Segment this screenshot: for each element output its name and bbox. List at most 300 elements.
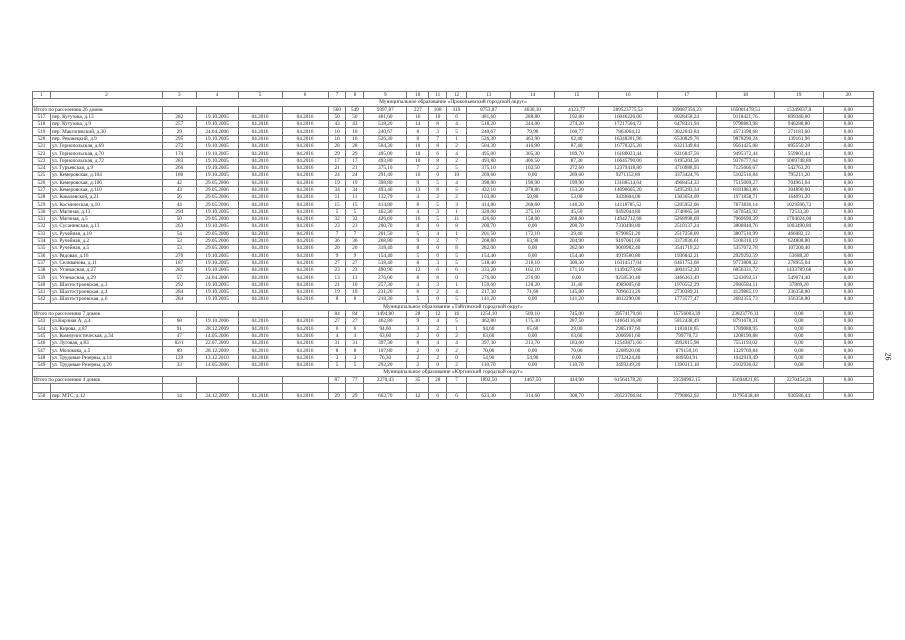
table-cell: пер. Макгопевский, д.30: [50, 128, 162, 135]
table-cell: 0,00: [823, 259, 874, 266]
table-cell: ул. Ручейная, д.5: [50, 245, 162, 252]
table-cell: 14118785,52: [599, 201, 658, 208]
table-cell: 04.2016: [238, 208, 282, 215]
spacer-cell: [511, 383, 555, 392]
table-cell: 0,00: [823, 281, 874, 288]
table-row: [33, 194, 874, 201]
table-cell: 199,90: [555, 179, 599, 186]
table-cell: 272,60: [555, 164, 599, 171]
table-cell: 04.2016: [238, 121, 282, 128]
total-cell: 1467,50: [511, 376, 555, 383]
table-cell: 8: [328, 296, 346, 303]
table-cell: 24.12.2009: [196, 392, 238, 399]
total-cell: [238, 106, 282, 113]
table-cell: 154,40: [555, 252, 599, 259]
table-cell: 29.05.2006: [196, 237, 238, 244]
total-cell: [282, 310, 328, 317]
table-cell: 217,30: [467, 289, 511, 296]
table-cell: 13: [407, 186, 429, 193]
table-cell: 0,00: [823, 135, 874, 142]
table-cell: 4004152,20: [657, 267, 716, 274]
table-cell: 04.2016: [282, 172, 328, 179]
table-cell: 4989005,60: [599, 281, 658, 288]
table-cell: 29.05.2006: [196, 179, 238, 186]
table-cell: 535: [33, 245, 51, 252]
table-cell: 8: [407, 135, 429, 142]
table-row: [33, 259, 874, 266]
table-cell: 04.2016: [282, 296, 328, 303]
table-cell: 8: [447, 223, 467, 230]
table-row: [33, 392, 874, 399]
table-cell: 0,00: [823, 143, 874, 150]
table-cell: 201,50: [364, 230, 407, 237]
table-cell: 284: [163, 296, 197, 303]
table-cell: 5: [429, 201, 447, 208]
table-cell: 04.2016: [282, 245, 328, 252]
table-row: [33, 113, 874, 120]
column-number: 15: [555, 92, 599, 99]
total-cell: 15756003,39: [657, 310, 716, 317]
table-cell: 1970552,29: [657, 281, 716, 288]
table-cell: ул. Кемеровская, д.104: [50, 172, 162, 179]
table-cell: 3807510,99: [716, 230, 775, 237]
table-cell: 0,00: [823, 223, 874, 230]
table-cell: 27: [328, 318, 346, 325]
table-cell: 5: [407, 252, 429, 259]
table-row: [33, 201, 874, 208]
total-cell: 35: [407, 376, 429, 383]
table-cell: 04.2016: [238, 194, 282, 201]
table-cell: 2: [447, 194, 467, 201]
table-cell: 495,00: [364, 150, 407, 157]
table-cell: 89: [163, 347, 197, 354]
table-cell: 15: [346, 201, 364, 208]
total-cell: 15349037,0: [775, 106, 823, 113]
table-cell: 2: [407, 354, 429, 361]
table-cell: 282,00: [555, 245, 599, 252]
table-cell: 9376777,64: [716, 157, 775, 164]
table-cell: 1789088,95: [716, 325, 775, 332]
table-cell: 6461753,68: [657, 259, 716, 266]
table-row: [33, 186, 874, 193]
table-cell: 154,40: [467, 252, 511, 259]
table-cell: 204,90: [555, 237, 599, 244]
table-cell: 213,70: [511, 340, 555, 347]
table-cell: 528: [33, 194, 51, 201]
table-cell: 244,00: [511, 121, 555, 128]
table-cell: 20: [328, 245, 346, 252]
table-cell: 04.2016: [282, 143, 328, 150]
table-cell: 2: [429, 194, 447, 201]
column-number: 4: [196, 92, 238, 99]
table-row: [33, 347, 874, 354]
table-cell: 278955,04: [775, 259, 823, 266]
table-cell: ул. Кирова, д.87: [50, 325, 162, 332]
table-cell: 398,80: [467, 179, 511, 186]
table-cell: 04.2016: [238, 274, 282, 281]
table-cell: 0: [429, 296, 447, 303]
table-cell: 0,00: [823, 201, 874, 208]
table-cell: 29.05.2006: [196, 201, 238, 208]
table-cell: 04.2016: [238, 201, 282, 208]
table-cell: 9798883,98: [716, 121, 775, 128]
table-cell: 8791678,31: [716, 318, 775, 325]
table-cell: 6195204,56: [657, 157, 716, 164]
table-cell: 538: [33, 267, 51, 274]
table-cell: 5: [447, 164, 467, 171]
table-cell: 2510137,24: [657, 223, 716, 230]
total-cell: [282, 106, 328, 113]
table-cell: 268,80: [364, 237, 407, 244]
housing-resettlement-table: [32, 91, 874, 400]
table-row: [33, 150, 874, 157]
table-cell: 04.2016: [238, 392, 282, 399]
table-cell: 29: [346, 150, 364, 157]
table-cell: 10: [407, 172, 429, 179]
table-cell: 57: [163, 274, 197, 281]
table-cell: 19.10.2005: [196, 121, 238, 128]
table-cell: 5243092,51: [716, 274, 775, 281]
table-cell: 10: [429, 113, 447, 120]
table-cell: 153,20: [555, 186, 599, 193]
table-cell: 520: [33, 135, 51, 142]
section-title-row: [33, 369, 874, 376]
table-cell: 879150,16: [657, 347, 716, 354]
table-cell: 481,60: [364, 113, 407, 120]
table-cell: 16180023,44: [599, 150, 658, 157]
table-cell: 7873836,14: [716, 201, 775, 208]
table-cell: 0,00: [823, 340, 874, 347]
table-cell: 518,40: [467, 259, 511, 266]
table-cell: 19.10.2005: [196, 259, 238, 266]
table-cell: 19.10.2005: [196, 164, 238, 171]
table-cell: 3439604,00: [599, 194, 658, 201]
table-cell: 524: [33, 164, 51, 171]
table-cell: 162,10: [511, 267, 555, 274]
table-cell: 236358,80: [775, 289, 823, 296]
table-cell: 16: [328, 135, 346, 142]
table-cell: 4: [407, 281, 429, 288]
table-cell: 19.10.2005: [196, 157, 238, 164]
table-cell: 4919580,80: [599, 252, 658, 259]
table-cell: 526,30: [364, 135, 407, 142]
table-cell: 4: [447, 121, 467, 128]
total-cell: 23598902,15: [657, 376, 716, 383]
table-cell: 5357072,78: [716, 245, 775, 252]
table-cell: ул. Коммунистическая, д.34: [50, 332, 162, 339]
table-cell: 6: [447, 267, 467, 274]
table-cell: 6321349,84: [657, 143, 716, 150]
table-cell: пер. МТС, д.12: [50, 392, 162, 399]
table-cell: 416,90: [511, 143, 555, 150]
table-cell: 19: [328, 179, 346, 186]
column-number: 2: [50, 92, 162, 99]
spacer-cell: [282, 383, 328, 392]
table-row: [33, 332, 874, 339]
table-cell: 43: [346, 121, 364, 128]
section-title: Муниципальное образование «Юргинский городской округ»: [33, 369, 874, 376]
table-cell: 2730389,21: [657, 289, 716, 296]
table-cell: 3748665,58: [657, 208, 716, 215]
table-cell: 23: [346, 267, 364, 274]
table-cell: 1069748,80: [775, 157, 823, 164]
table-cell: 0,00: [823, 128, 874, 135]
table-cell: 300,30: [555, 259, 599, 266]
table-cell: 04.2016: [238, 347, 282, 354]
table-cell: 519: [33, 128, 51, 135]
table-cell: 930586,44: [775, 392, 823, 399]
table-row: [33, 281, 874, 288]
table-cell: 0: [429, 252, 447, 259]
table-cell: 0,00: [823, 296, 874, 303]
table-cell: 504,30: [467, 143, 511, 150]
table-cell: 6: [429, 150, 447, 157]
table-cell: 22.07.2009: [196, 340, 238, 347]
table-cell: 04.2016: [238, 237, 282, 244]
table-cell: 0,00: [823, 121, 874, 128]
table-cell: ул. Углекосная, д.29: [50, 274, 162, 281]
table-cell: 11494273,60: [599, 267, 658, 274]
table-cell: 14096605,20: [599, 186, 658, 193]
table-cell: 504,30: [364, 143, 407, 150]
table-cell: 522: [33, 150, 51, 157]
table-cell: 54: [163, 230, 197, 237]
table-cell: ул. Гурьевская, д.9: [50, 164, 162, 171]
table-cell: 9: [346, 252, 364, 259]
table-cell: 10: [328, 128, 346, 135]
table-cell: 543: [33, 318, 51, 325]
table-cell: 8: [429, 143, 447, 150]
table-cell: 16645790,00: [599, 157, 658, 164]
table-cell: 3541719,22: [657, 245, 716, 252]
table-cell: 3: [429, 128, 447, 135]
table-cell: 04.2016: [282, 354, 328, 361]
column-number: 14: [511, 92, 555, 99]
table-cell: 04.2016: [238, 230, 282, 237]
table-cell: 1183018,65: [657, 325, 716, 332]
table-cell: 27: [346, 259, 364, 266]
table-cell: 171,10: [555, 267, 599, 274]
table-cell: 4: [429, 340, 447, 347]
total-cell: 0,00: [823, 376, 874, 383]
table-cell: 5: [447, 186, 467, 193]
table-cell: ул. Трудовые Резервы, д.14: [50, 354, 162, 361]
total-cell: 35694821,85: [716, 376, 775, 383]
table-cell: 132,79: [364, 194, 407, 201]
total-cell: 2270454,20: [775, 376, 823, 383]
table-cell: ул. Горнопольская, д.72: [50, 157, 162, 164]
total-cell: 119: [447, 106, 467, 113]
table-cell: 7: [447, 237, 467, 244]
total-cell: 549: [346, 106, 364, 113]
table-cell: 1303654,09: [657, 194, 716, 201]
table-cell: 0,00: [823, 237, 874, 244]
table-cell: ул. Шахтостроевская, д.6: [50, 296, 162, 303]
table-cell: 282: [163, 113, 197, 120]
spacer-cell: [163, 383, 197, 392]
table-cell: 5: [429, 216, 447, 223]
table-cell: 53688,20: [775, 252, 823, 259]
table-cell: 13: [346, 274, 364, 281]
table-cell: 29: [328, 392, 346, 399]
total-cell: 2270,43: [364, 376, 407, 383]
table-cell: 4571398,68: [716, 128, 775, 135]
table-cell: 1390313,18: [657, 361, 716, 368]
table-cell: 32: [328, 216, 346, 223]
spacer-cell: [447, 383, 467, 392]
table-cell: 31,40: [555, 281, 599, 288]
table-cell: 04.2016: [238, 172, 282, 179]
table-cell: 291,40: [364, 172, 407, 179]
table-cell: 0,00: [823, 318, 874, 325]
table-cell: 462,80: [467, 318, 511, 325]
table-cell: 23: [328, 267, 346, 274]
column-number: 11: [429, 92, 447, 99]
total-cell: [163, 106, 197, 113]
table-cell: 110,70: [555, 361, 599, 368]
table-cell: 36: [328, 237, 346, 244]
table-cell: 2: [429, 289, 447, 296]
table-cell: 544: [33, 325, 51, 332]
table-cell: 200,70: [467, 223, 511, 230]
table-cell: 50: [346, 113, 364, 120]
table-cell: 7515009,27: [716, 179, 775, 186]
spacer-cell: [196, 383, 238, 392]
table-cell: 0: [429, 347, 447, 354]
table-cell: 4710988,93: [657, 164, 716, 171]
total-cell: 4630,10: [511, 106, 555, 113]
table-cell: 04.2016: [238, 157, 282, 164]
table-cell: 3: [346, 354, 364, 361]
table-cell: 76,30: [364, 354, 407, 361]
spacer-cell: [823, 383, 874, 392]
table-cell: 0,00: [823, 392, 874, 399]
table-cell: 533: [33, 230, 51, 237]
table-row: [33, 157, 874, 164]
table-cell: 539: [33, 274, 51, 281]
table-cell: ул.Кирзная А, д.4: [50, 318, 162, 325]
table-cell: 333,20: [467, 267, 511, 274]
table-cell: 0: [447, 354, 467, 361]
table-cell: 70,00: [467, 347, 511, 354]
table-cell: 04.2016: [282, 267, 328, 274]
table-cell: 462,80: [364, 318, 407, 325]
total-cell: 1892,50: [467, 376, 511, 383]
table-cell: 4: [407, 194, 429, 201]
table-cell: 103,80: [467, 194, 511, 201]
table-cell: 2208920,00: [599, 347, 658, 354]
table-cell: 285: [163, 267, 197, 274]
column-number: 7: [328, 92, 346, 99]
table-cell: 375,10: [364, 164, 407, 171]
table-cell: 3: [429, 208, 447, 215]
table-cell: 45,50: [555, 208, 599, 215]
table-cell: 0,00: [823, 361, 874, 368]
total-cell: [163, 376, 197, 383]
total-cell: [196, 106, 238, 113]
table-cell: 10: [346, 128, 364, 135]
table-cell: 940288,80: [775, 121, 823, 128]
table-cell: 3466363,49: [657, 274, 716, 281]
table-cell: 12543871,60: [599, 340, 658, 347]
table-cell: 0,00: [511, 361, 555, 368]
table-cell: 493,80: [467, 157, 511, 164]
table-cell: 0,00: [823, 230, 874, 237]
table-cell: 04.2016: [282, 164, 328, 171]
table-row: [33, 121, 874, 128]
table-row: [33, 128, 874, 135]
table-cell: 19.10.2005: [196, 143, 238, 150]
table-cell: 530: [33, 208, 51, 215]
table-cell: 795211,20: [775, 172, 823, 179]
table-cell: 04.2016: [282, 113, 328, 120]
table-cell: 94,60: [364, 325, 407, 332]
table-cell: 704961,04: [775, 179, 823, 186]
table-cell: 29: [328, 150, 346, 157]
table-cell: 2: [429, 354, 447, 361]
table-cell: 624808,80: [775, 237, 823, 244]
table-cell: 3373936,61: [657, 237, 716, 244]
table-cell: 5205952,66: [657, 201, 716, 208]
table-cell: 10: [407, 143, 429, 150]
table-cell: 65,60: [511, 325, 555, 332]
table-cell: 0,00: [511, 223, 555, 230]
table-cell: 8: [328, 347, 346, 354]
table-cell: 8: [407, 259, 429, 266]
table-cell: 2006961,60: [599, 332, 658, 339]
table-cell: 271183,60: [775, 128, 823, 135]
table-cell: 2: [407, 347, 429, 354]
table-cell: 0,00: [823, 150, 874, 157]
page-number: 26: [883, 352, 893, 361]
table-cell: 1971858,71: [716, 194, 775, 201]
table-cell: 6216847,56: [657, 150, 716, 157]
table-cell: 04.2016: [282, 252, 328, 259]
table-cell: ул. Сусанинская, д.13: [50, 223, 162, 230]
table-cell: 537: [33, 259, 51, 266]
table-cell: 623,30: [467, 392, 511, 399]
table-cell: 43: [328, 121, 346, 128]
table-cell: 19.10.2005: [196, 113, 238, 120]
table-cell: 8: [407, 201, 429, 208]
table-cell: 5: [447, 318, 467, 325]
table-cell: 8: [429, 186, 447, 193]
table-cell: 2: [407, 361, 429, 368]
table-cell: 5: [407, 296, 429, 303]
total-cell: 84: [346, 310, 364, 317]
table-cell: 04.2016: [282, 179, 328, 186]
table-cell: 14: [407, 121, 429, 128]
table-cell: 2929292,59: [716, 252, 775, 259]
table-cell: ул. Магнная, д.5: [50, 216, 162, 223]
table-cell: 9773808,32: [716, 259, 775, 266]
total-cell: 289523775,52: [599, 106, 658, 113]
table-cell: 0,00: [511, 245, 555, 252]
table-cell: 2: [447, 157, 467, 164]
table-cell: 2: [407, 332, 429, 339]
table-cell: 11: [447, 216, 467, 223]
table-cell: 532: [33, 223, 51, 230]
total-cell: [196, 310, 238, 317]
table-cell: 7551193,02: [716, 340, 775, 347]
spacer-cell: [407, 383, 429, 392]
table-cell: 278,86: [511, 186, 555, 193]
table-cell: 04.2016: [282, 274, 328, 281]
table-cell: 292,20: [364, 361, 407, 368]
table-cell: 10: [407, 157, 429, 164]
table-cell: 164091,20: [775, 194, 823, 201]
table-cell: 63,60: [555, 332, 599, 339]
